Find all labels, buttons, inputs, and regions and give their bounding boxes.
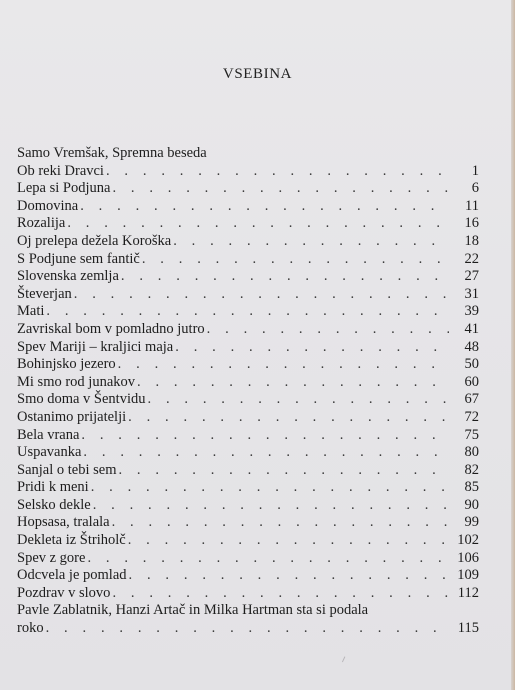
toc-entry-title: Ostanimo prijatelji xyxy=(17,408,127,425)
toc-entry-page: 109 xyxy=(457,567,479,584)
toc-entry-page: 22 xyxy=(464,250,479,267)
toc-entry-page: 80 xyxy=(464,444,479,461)
dot-leader xyxy=(106,163,449,181)
toc-entry-title: Oj prelepa dežela Koroška xyxy=(17,232,172,249)
toc-entry xyxy=(17,462,479,480)
contents-heading: VSEBINA xyxy=(222,66,293,82)
toc-entry-page: 85 xyxy=(464,479,479,496)
dot-leader xyxy=(128,532,449,550)
toc-entry-title: Bela vrana xyxy=(17,426,80,443)
dot-leader xyxy=(112,585,449,603)
toc-entry-title: Slovenska zemlja xyxy=(17,268,119,285)
toc-entry-page: 11 xyxy=(465,197,479,214)
section-author-line: Samo Vremšak, Spremna beseda xyxy=(17,145,207,161)
toc-entry-title: Uspavanka xyxy=(17,444,82,461)
toc-entry-title: Hopsasa, tralala xyxy=(17,514,110,531)
toc-entry-title: Dekleta iz Štriholč xyxy=(17,532,126,549)
toc-entry xyxy=(17,339,479,357)
toc-entry xyxy=(17,550,479,568)
toc-entry-title: Smo doma v Šentvidu xyxy=(17,391,146,408)
toc-entry-title: Zavriskal bom v pomladno jutro xyxy=(17,320,205,337)
toc-entry-page: 90 xyxy=(464,496,479,513)
toc-entry-title: Domovina xyxy=(17,197,79,214)
toc-entry xyxy=(17,180,479,198)
page-edge xyxy=(511,0,515,690)
toc-entry-title: S Podjune sem fantič xyxy=(17,250,140,267)
toc-entry-title: Sanjal o tebi sem xyxy=(17,461,117,478)
paper-mark xyxy=(342,656,348,663)
dot-leader xyxy=(67,215,449,233)
toc-entry-page: 60 xyxy=(464,373,479,390)
dot-leader xyxy=(121,268,449,286)
toc-entry-page: 67 xyxy=(464,391,479,408)
toc-entry-page: 112 xyxy=(457,584,479,601)
toc-entry xyxy=(17,215,479,233)
toc-entry-title: Števerjan xyxy=(17,285,72,302)
final-entry-page: 115 xyxy=(457,620,479,637)
toc-entry-title: Mati xyxy=(17,303,45,320)
toc-entry-title: Bohinjsko jezero xyxy=(17,356,116,373)
final-entry-line-1: Pavle Zablatnik, Hanzi Artač in Milka Hartman sta si podala xyxy=(17,602,369,619)
toc-entry-title: Pozdrav v slovo xyxy=(17,584,111,601)
toc-entry-page: 50 xyxy=(464,356,479,373)
toc-entry-title: Spev z gore xyxy=(17,549,86,566)
toc-entry-page: 41 xyxy=(464,320,479,337)
dot-leader xyxy=(173,233,449,251)
dot-leader xyxy=(93,497,449,515)
dot-leader xyxy=(74,286,449,304)
dot-leader xyxy=(91,479,449,497)
toc-entry-page: 72 xyxy=(464,408,479,425)
toc-entry xyxy=(17,585,479,603)
toc-entry-page: 82 xyxy=(464,461,479,478)
toc-entry xyxy=(17,427,479,445)
toc-entry xyxy=(17,497,479,515)
toc-entry-title: Selsko dekle xyxy=(17,496,91,513)
toc-entry xyxy=(17,251,479,269)
table-of-contents xyxy=(17,145,479,638)
dot-leader xyxy=(112,180,449,198)
toc-entry xyxy=(17,374,479,392)
toc-entry xyxy=(17,567,479,585)
dot-leader xyxy=(83,444,449,462)
toc-entry-title: Pridi k meni xyxy=(17,479,89,496)
toc-entry-page: 102 xyxy=(457,532,479,549)
toc-entry xyxy=(17,479,479,497)
final-entry-line-2 xyxy=(17,620,479,638)
dot-leader xyxy=(128,409,449,427)
toc-entry-page: 48 xyxy=(464,338,479,355)
toc-entry-page: 16 xyxy=(464,215,479,232)
toc-entry-page: 75 xyxy=(464,426,479,443)
toc-entry-page: 6 xyxy=(471,180,479,197)
toc-entries xyxy=(17,163,479,603)
toc-entry-page: 18 xyxy=(464,232,479,249)
dot-leader xyxy=(129,567,449,585)
toc-entry-title: Rozalija xyxy=(17,215,66,232)
toc-entry-page: 39 xyxy=(464,303,479,320)
toc-entry xyxy=(17,444,479,462)
toc-entry-title: Mi smo rod junakov xyxy=(17,373,136,390)
dot-leader xyxy=(46,620,449,638)
dot-leader xyxy=(175,339,449,357)
toc-entry-title: Ob reki Dravci xyxy=(17,162,104,179)
dot-leader xyxy=(112,514,449,532)
toc-entry xyxy=(17,233,479,251)
toc-entry xyxy=(17,286,479,304)
toc-entry-page: 27 xyxy=(464,268,479,285)
toc-entry-page: 106 xyxy=(457,549,479,566)
toc-entry xyxy=(17,409,479,427)
toc-entry-title: Lepa si Podjuna xyxy=(17,180,111,197)
dot-leader xyxy=(207,321,449,339)
toc-entry xyxy=(17,514,479,532)
dot-leader xyxy=(81,427,449,445)
final-entry-title: roko xyxy=(17,620,44,637)
toc-entry xyxy=(17,163,479,181)
toc-entry xyxy=(17,198,479,216)
dot-leader xyxy=(80,198,449,216)
toc-entry xyxy=(17,532,479,550)
dot-leader xyxy=(148,391,450,409)
toc-entry xyxy=(17,356,479,374)
toc-entry xyxy=(17,391,479,409)
dot-leader xyxy=(118,462,449,480)
dot-leader xyxy=(137,374,449,392)
dot-leader xyxy=(142,251,449,269)
dot-leader xyxy=(46,303,449,321)
toc-entry xyxy=(17,321,479,339)
toc-entry-page: 99 xyxy=(464,514,479,531)
toc-entry-title: Odcvela je pomlad xyxy=(17,567,127,584)
toc-entry-title: Spev Mariji – kraljici maja xyxy=(17,338,174,355)
toc-entry xyxy=(17,303,479,321)
toc-entry xyxy=(17,268,479,286)
dot-leader xyxy=(118,356,449,374)
dot-leader xyxy=(87,550,449,568)
toc-entry-page: 31 xyxy=(464,285,479,302)
toc-entry-page: 1 xyxy=(471,162,479,179)
